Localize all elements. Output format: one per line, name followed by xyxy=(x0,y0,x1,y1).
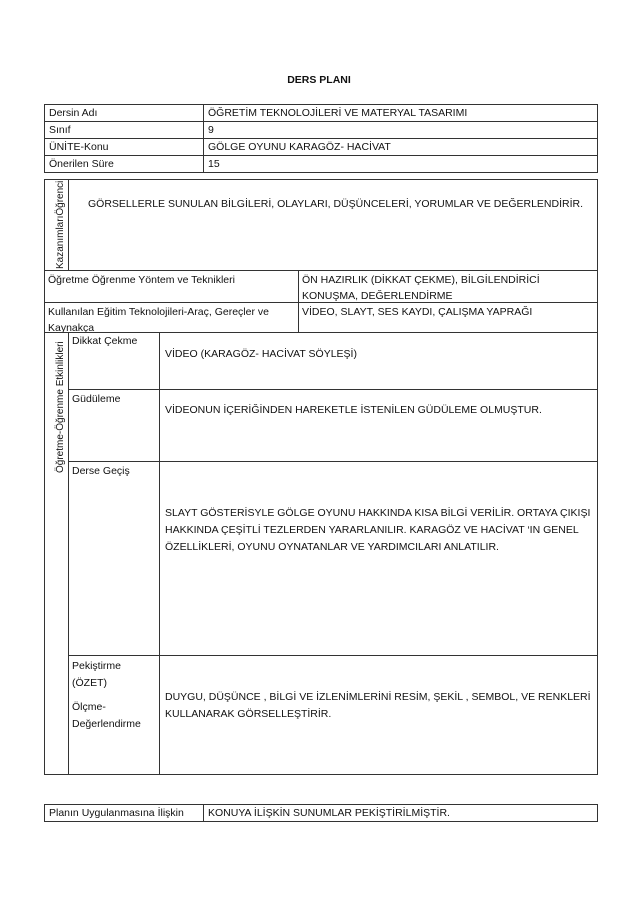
divider xyxy=(68,389,598,390)
evaluation-label: Ölçme- Değerlendirme xyxy=(72,701,141,730)
reinforcement-label: Pekiştirme (ÖZET) xyxy=(72,660,122,689)
motivation-label: Güdüleme xyxy=(72,393,121,405)
tools-value: VİDEO, SLAYT, SES KAYDI, ÇALIŞMA YAPRAĞI xyxy=(302,306,533,318)
table-row xyxy=(45,105,598,122)
table-row xyxy=(45,156,598,173)
reinforcement-text: DUYGU, DÜŞÜNCE , BİLGİ VE İZLENİMLERİNİ RESİM, ŞEKİL , SEMBOL, VE RENKLERİ KULLANARAK GÖRSELLEŞTİRİR. xyxy=(165,691,591,720)
transition-line: ÖZELLİKLERİ, OYUNU OYNATANLAR VE YARDIMCILARI ANLATILIR. xyxy=(165,541,499,553)
class-value: 9 xyxy=(204,122,598,139)
transition-line: HAKKINDA ÇEŞİTLİ TEZLERDEN YARARLANILIR. KARAGÖZ VE HACİVAT ‘IN GENEL xyxy=(165,524,579,536)
method-label: Öğretme Öğrenme Yöntem ve Teknikleri xyxy=(48,274,235,286)
outcome-text: GÖRSELLERLE SUNULAN BİLGİLERİ, OLAYLARI, DÜŞÜNCELERİ, YORUMLAR VE DEĞERLENDİRİR. xyxy=(88,198,584,210)
table-row xyxy=(45,122,598,139)
table-row xyxy=(45,139,598,156)
page-title: DERS PLANI xyxy=(287,74,351,86)
course-info-table xyxy=(44,104,598,173)
divider xyxy=(44,302,598,303)
application-label: Planın Uygulanmasına İlişkin xyxy=(45,805,204,822)
divider xyxy=(159,332,160,775)
divider xyxy=(298,270,299,332)
method-value: ÖN HAZIRLIK (DİKKAT ÇEKME), BİLGİLENDİRİCİ KONUŞMA, DEĞERLENDİRME xyxy=(302,274,540,302)
motivation-text: VİDEONUN İÇERİĞİNDEN HAREKETLE İSTENİLEN GÜDÜLEME OLMUŞTUR. xyxy=(165,404,542,416)
duration-value: 15 xyxy=(204,156,598,173)
divider xyxy=(68,461,598,462)
application-value: KONUYA İLİŞKİN SUNUMLAR PEKİŞTİRİLMİŞTİR. xyxy=(204,805,598,822)
unit-topic-label: ÜNİTE-Konu xyxy=(45,139,204,156)
transition-label: Derse Geçiş xyxy=(72,465,130,477)
transition-text xyxy=(165,505,593,556)
duration-label: Önerilen Süre xyxy=(45,156,204,173)
attention-label: Dikkat Çekme xyxy=(72,335,138,347)
attention-text: VİDEO (KARAGÖZ- HACİVAT SÖYLEŞİ) xyxy=(165,348,357,360)
divider xyxy=(68,655,598,656)
class-label: Sınıf xyxy=(45,122,204,139)
transition-line: SLAYT GÖSTERİSYLE GÖLGE OYUNU HAKKINDA KISA BİLGİ VERİLİR. ORTAYA ÇIKIŞI xyxy=(165,507,591,519)
divider xyxy=(44,270,598,271)
activities-side-label: Öğretme-Öğrenme Etkinlikleri xyxy=(55,341,66,473)
course-name-label: Dersin Adı xyxy=(45,105,204,122)
outcome-side-label: KazanımlarıÖğrenci xyxy=(55,180,66,269)
table-row xyxy=(45,805,598,822)
divider xyxy=(68,332,69,775)
footer-table xyxy=(44,804,598,822)
course-name-value: ÖĞRETİM TEKNOLOJİLERİ VE MATERYAL TASARIMI xyxy=(204,105,598,122)
tools-label: Kullanılan Eğitim Teknolojileri-Araç, Gereçler ve Kaynakça xyxy=(48,306,269,334)
divider xyxy=(68,179,69,270)
unit-topic-value: GÖLGE OYUNU KARAGÖZ- HACİVAT xyxy=(204,139,598,156)
